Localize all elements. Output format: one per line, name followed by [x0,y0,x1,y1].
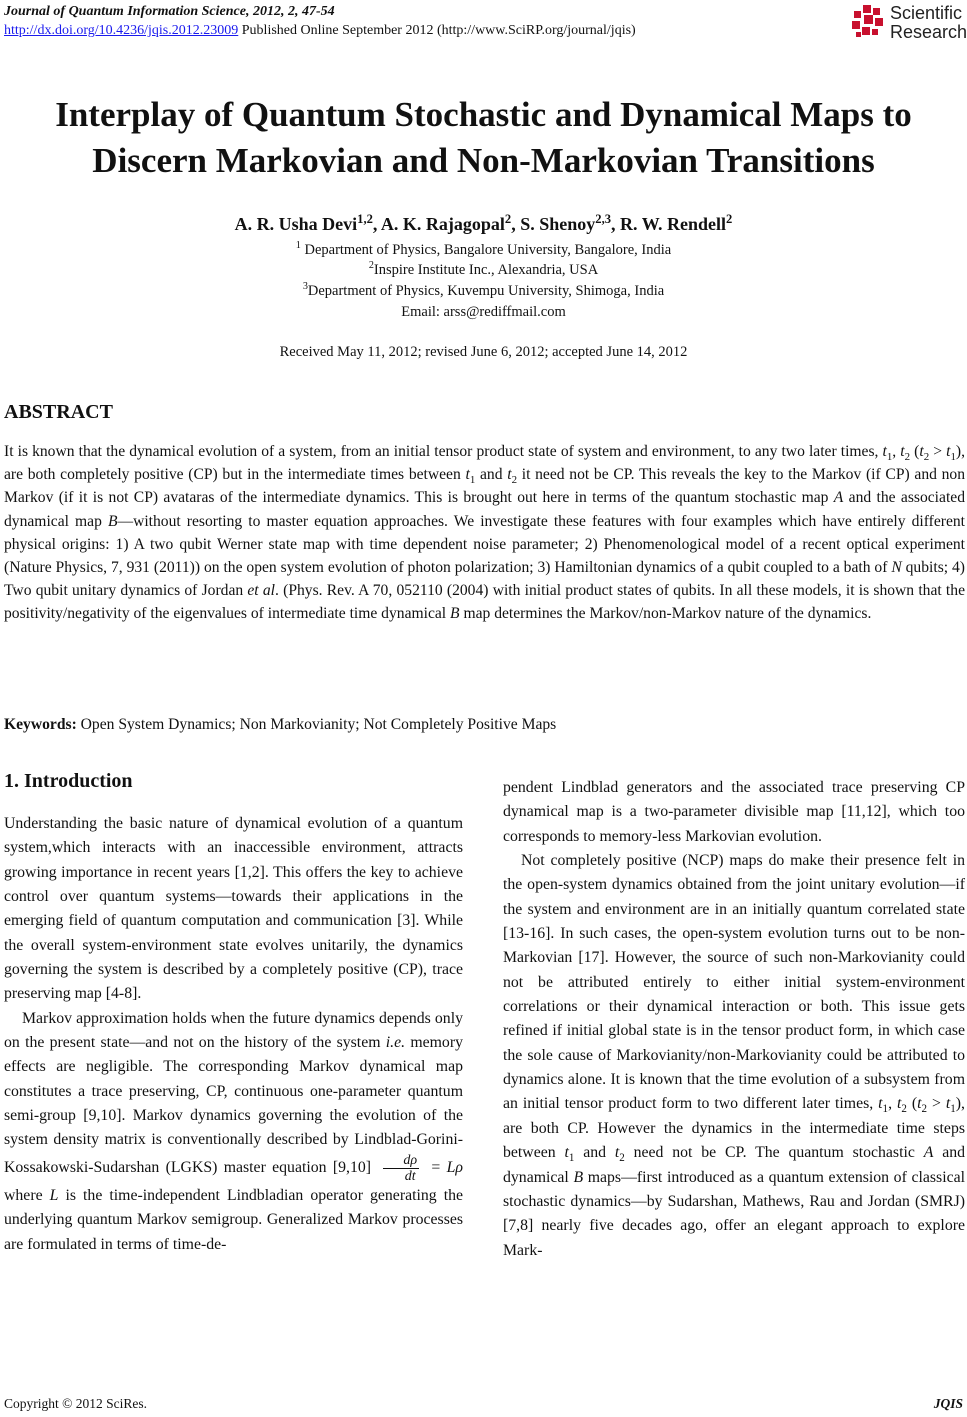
affiliation-3 [0,281,967,301]
copyright-footer: Copyright © 2012 SciRes. [4,1396,148,1411]
paper-title [0,92,967,184]
publisher-logo-icon [850,4,886,40]
keywords [4,716,556,734]
author-name: A. R. Usha Devi [234,214,358,234]
author-list [0,214,967,235]
affiliation-1 [0,240,967,260]
author-name: , R. W. Rendell [611,214,727,234]
affil-mark: 1 [295,240,301,252]
journal-name: Journal of Quantum Information Science [4,4,246,19]
title-line-1: Interplay of Quantum Stochastic and Dynamical Maps to [55,95,912,134]
author-affil-mark: 2 [726,212,733,226]
published-online: Published Online September 2012 (http://www.SciRP.org/journal/jqis) [238,23,636,38]
paragraph: pendent Lindblad generators and the associated trace preserving CP dynamical map is a two-parameter divisible map [11,12], which too corresponds to memory-less Markovian evolution. [503,779,965,845]
affil-mark: 3 [302,281,308,293]
affil-text: Department of Physics, Bangalore University, Bangalore, India [300,242,672,258]
affil-mark: 2 [368,260,374,272]
author-affil-mark: 2,3 [595,212,612,226]
received-dates: Received May 11, 2012; revised June 6, 2012; accepted June 14, 2012 [279,344,688,360]
affiliation-2 [0,260,967,280]
journal-abbreviation: JQIS [933,1396,963,1411]
title-line-2: Discern Markovian and Non-Markovian Transitions [92,141,875,180]
column-left [4,812,463,1257]
section-heading-introduction: 1. Introduction [4,770,133,792]
journal-volume: , 2012, 2, 47-54 [245,4,335,19]
author-name: , A. K. Rajagopal [372,214,505,234]
author-affil-mark: 1,2 [357,212,373,226]
affil-text: Inspire Institute Inc., Alexandria, USA [373,262,599,278]
journal-header [4,2,636,40]
author-affil-mark: 2 [504,212,512,226]
paragraph: Markov approximation holds when the future dynamics depends only on the present state—and not on the history of the system i.e. memory effects are negligible. The corresponding Markov dynamical map constitutes a trace preserving, CP, continuous one-parameter quantum semi-group [9,10]. Markov dynamics governing the evolution of the system density matrix is conventionally described by Lindblad-Gorini-Kossakowski-Sudarshan (LGKS) master equation [9,10] $\frac{d\rho}{dt}$ = Lρ where L is the time-independent Lindbladian operator generating the underlying quantum Markov semigroup. Generalized Markov processes are formulated in terms of time-de- [4,1009,463,1253]
logo-line-1: Scientific [890,3,963,23]
keywords-text: Open System Dynamics; Non Markovianity; Not Completely Positive Maps [76,716,557,733]
column-right [503,776,965,1263]
equation-fraction: $\frac{d\rho}{dt}$ [383,1153,419,1184]
author-name: , S. Shenoy [511,214,596,234]
abstract-body: It is known that the dynamical evolution of a system, from an initial tensor product state of system and environment, to any two later times, $t_1$, $t_2$ $(t_2 > t_1)$, are both completely positive (CP) but in the intermediate times between $t_1$ and $t_2$ it need not be CP. This reveals the key to the Markov (if CP) and non Markov (if it is not CP) avataras of the intermediate dynamics. This is brought out here in terms of the quantum stochastic map A and the associated dynamical map B—without resorting to master equation approaches. We investigate these features with four examples which have entirely different physical origins: 1) A two qubit Werner state map with time dependent noise parameter; 2) Phenomenological model of a recent optical experiment (Nature Physics, 7, 931 (2011)) on the open system evolution of photon polarization; 3) Hamiltonian dynamics of a qubit coupled to a bath of N qubits; 4) Two qubit unitary dynamics of Jordan et al. (Phys. Rev. A 70, 052110 (2004) with initial product states of qubits. In all these models, it is shown that the positivity/negativity of the eigenvalues of intermediate time dynamical B map determines the Markov/non-Markov nature of the dynamics. [4,443,966,623]
paragraph: Understanding the basic nature of dynamical evolution of a quantum system,which interacts with an inaccessible environment, attracts growing importance in recent years [1,2]. This offers the key to achieve control over quantum systems—towards their applications in the emerging field of quantum computation and communication [3]. While the overall system-environment state evolves unitarily, the dynamics governing the system is described by a completely positive (CP), trace preserving map [4-8]. [4,815,463,1003]
doi-link[interactable]: http://dx.doi.org/10.4236/jqis.2012.23009 [4,23,239,38]
scientific-research-logo [850,2,967,42]
affil-text: Department of Physics, Kuvempu University, Shimoga, India [307,283,665,299]
abstract-heading: ABSTRACT [4,401,113,423]
logo-line-2: Research [890,22,967,42]
email: Email: arss@rediffmail.com [401,304,566,320]
keywords-label: Keywords: [4,716,77,733]
paragraph: Not completely positive (NCP) maps do make their presence felt in the open-system dynamics obtained from the joint unitary evolution—if the system and environment are in an initially quantum correlated state [13-16]. In such cases, the open-system evolution turns out to be non-Markovian [17]. However, the source of such non-Markovianity could not be attributed entirely to either initial system-environment correlations or their dynamical interaction or both. This issue gets refined if initial global state is in the tensor product form, in which case the sole cause of Markovianity/non-Markovianity could be attributed to dynamics alone. It is known that the time evolution of a subsystem from an initial tensor product form to two different later times, $t_1$, $t_2$ $(t_2 > t_1)$, are both CP. However the dynamics in the intermediate time steps between $t_1$ and $t_2$ need not be CP. The quantum stochastic A and dynamical B maps—first introduced as a quantum extension of classical stochastic dynamics—by Sudarshan, Mathews, Rau and Jordan (SMRJ) [7,8] nearly five decades ago, offer an elegant approach to explore Mark- [503,852,965,1259]
